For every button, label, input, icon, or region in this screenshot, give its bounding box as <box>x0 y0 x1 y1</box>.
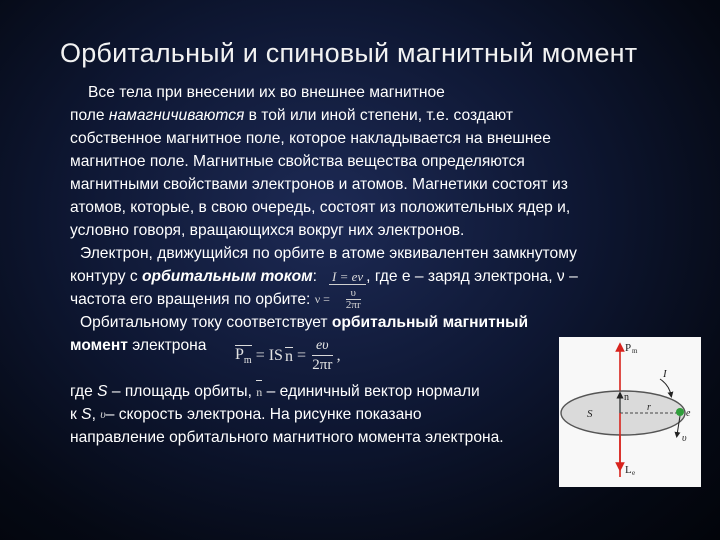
moment-fraction <box>312 337 333 375</box>
paragraph-1-line <box>70 104 690 127</box>
label-s: S <box>587 408 593 420</box>
moment-eq2: = <box>296 347 306 364</box>
text: контуру с <box>70 268 142 285</box>
paragraph-1-line <box>70 196 690 219</box>
normal-vector-symbol: n <box>256 380 262 404</box>
text: к <box>70 406 82 423</box>
text: : <box>312 268 317 285</box>
paragraph-1-line <box>70 81 690 104</box>
label-i: I <box>663 368 667 380</box>
moment-subscript: m <box>243 355 252 367</box>
text: Орбитальному току соответствует <box>80 314 332 331</box>
paragraph-1-line <box>70 150 690 173</box>
orbit-figure <box>559 337 701 487</box>
moment-tail: , <box>336 347 341 364</box>
electron-dot <box>676 408 684 416</box>
paragraph-1-line <box>70 219 690 242</box>
velocity-symbol: υ <box>100 407 106 422</box>
text: в той или иной степени, т.е. создают <box>244 107 514 124</box>
text: где <box>70 383 98 401</box>
text: – скорость электрона. На рисунке показано <box>105 406 422 423</box>
text: собственное магнитное поле, которое накладывается на внешнее <box>70 130 551 147</box>
text: атомов, которые, в свою очередь, состоят из положительных ядер и, <box>70 199 571 216</box>
text: , <box>91 406 101 423</box>
bold-term: момент <box>70 337 128 354</box>
freq-num: υ <box>346 288 361 300</box>
text: магнитными свойствами электронов и атомов. Магнетики состоят из <box>70 176 568 193</box>
moment-n: n <box>284 347 293 365</box>
paragraph-1-line <box>70 173 690 196</box>
current-formula: I = eν <box>329 269 366 285</box>
text: Электрон, движущийся по орбите в атоме эквивалентен замкнутому <box>80 245 577 262</box>
moment-num: eυ <box>312 337 333 356</box>
symbol-s: S <box>81 406 92 423</box>
text: магнитное поле. Магнитные свойства вещества определяются <box>70 153 525 170</box>
moment-letter: P <box>235 346 244 364</box>
text: поле <box>70 107 109 124</box>
text: частота его вращения по орбите: <box>70 291 311 308</box>
text: – единичный вектор нормали <box>262 383 480 401</box>
text: электрона <box>127 337 207 354</box>
paragraph-3-line <box>70 311 690 334</box>
freq-formula-fraction <box>346 288 361 311</box>
text: – площадь орбиты, <box>107 383 257 401</box>
text: Все тела при внесении их во внешнее магнитное <box>88 84 445 101</box>
moment-formula <box>235 337 341 375</box>
text: направление орбитального магнитного момента электрона. <box>70 429 504 446</box>
label-v: υ <box>682 433 687 444</box>
label-n: n <box>624 392 629 403</box>
moment-symbol <box>235 345 252 366</box>
moment-eq: = IS <box>255 347 283 364</box>
label-r: r <box>647 402 651 413</box>
current-arrow <box>660 379 671 395</box>
freq-formula-lhs: ν = <box>314 292 330 307</box>
symbol-s: S <box>97 383 108 401</box>
label-e: e <box>686 408 691 419</box>
paragraph-2-line <box>70 265 690 288</box>
freq-den: 2πr <box>345 299 361 312</box>
paragraph-2-line <box>70 288 690 311</box>
label-le-sub: e <box>632 469 636 477</box>
label-pm: P <box>625 342 632 354</box>
bold-term: орбитальным током <box>141 268 313 285</box>
paragraph-1-line <box>70 127 690 150</box>
paragraph-2-line <box>70 242 690 265</box>
text: , где e – заряд электрона, ν – <box>366 268 578 285</box>
label-pm-sub: m <box>632 347 638 355</box>
bold-term: орбитальный магнитный <box>331 314 529 331</box>
orbit-diagram <box>559 337 701 487</box>
emphasis-text: намагничиваются <box>108 107 245 124</box>
slide-title: Орбитальный и спиновый магнитный момент <box>60 38 638 68</box>
moment-den: 2πr <box>312 357 333 373</box>
text: условно говоря, вращающихся вокруг них электронов. <box>70 222 465 239</box>
label-le: L <box>625 464 632 476</box>
